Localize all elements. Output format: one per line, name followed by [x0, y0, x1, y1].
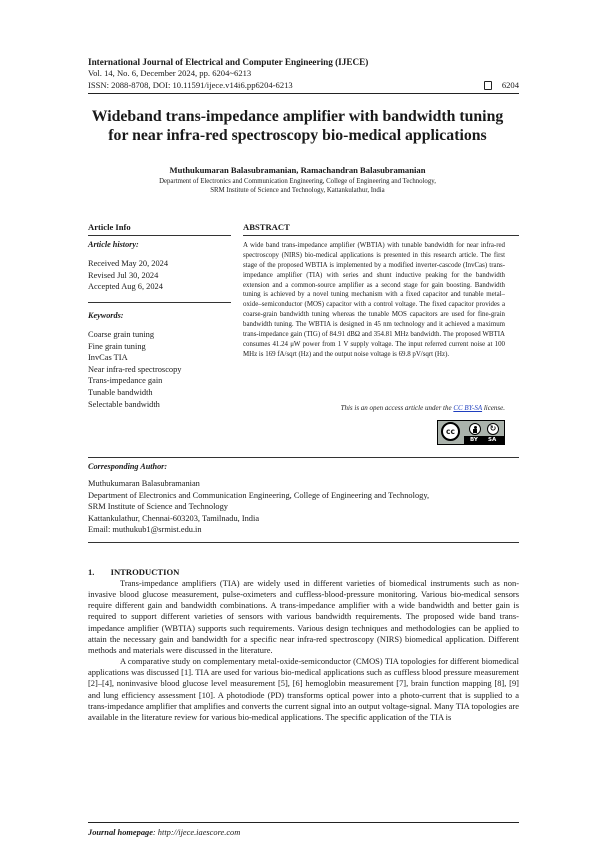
history-received: Received May 20, 2024 [88, 259, 169, 268]
introduction-body [88, 578, 519, 723]
badge-strip [464, 436, 504, 444]
license-link[interactable]: CC BY-SA [453, 404, 483, 412]
article-info-rule [88, 235, 231, 236]
article-history-label: Article history: [88, 240, 139, 249]
corresponding-address: Kattankulathur, Chennai-603203, Tamilnadu, India [88, 513, 260, 523]
corresponding-details [88, 478, 518, 536]
keywords-list [88, 329, 181, 410]
keywords-rule [88, 302, 231, 303]
keyword-item: Trans-impedance gain [88, 376, 163, 386]
corresponding-dept: Department of Electronics and Communication Engineering, College of Engineering and Technology, [88, 490, 430, 500]
homepage-label: Journal homepage [88, 828, 153, 837]
keyword-item: Fine grain tuning [88, 341, 146, 351]
section-heading [88, 567, 179, 577]
page-number: 6204 [501, 80, 519, 90]
keyword-item: Near infra-red spectroscopy [88, 364, 182, 374]
abstract-rule [243, 235, 519, 236]
affiliation-line-2: SRM Institute of Science and Technology, Kattankulathur, India [210, 187, 385, 195]
attribution-icon [469, 423, 481, 435]
corresponding-label: Corresponding Author: [88, 462, 168, 471]
open-access-note [243, 404, 505, 412]
badge-by-label: BY [470, 437, 478, 443]
section-number: 1. [88, 567, 95, 577]
open-access-prefix: This is an open access article under the [340, 404, 454, 412]
journal-homepage [88, 828, 240, 837]
title-line-2: for near infra-red spectroscopy bio-medical applications [108, 127, 487, 144]
authors: Muthukumaran Balasubramanian, Ramachandran Balasubramanian [169, 165, 426, 175]
keyword-item: Tunable bandwidth [88, 387, 153, 397]
share-alike-icon: ↻ [487, 423, 499, 435]
keyword-item: InvCas TIA [88, 353, 128, 363]
article-history [88, 258, 168, 293]
section-title: INTRODUCTION [110, 567, 180, 577]
history-revised: Revised Jul 30, 2024 [88, 270, 159, 280]
cc-by-sa-badge[interactable] [437, 420, 505, 445]
open-access-suffix: license. [482, 404, 505, 412]
affiliation-line-1: Department of Electronics and Communication Engineering, College of Engineering and Technology, [159, 178, 436, 185]
abstract-heading: ABSTRACT [243, 222, 290, 232]
paper-title [60, 107, 535, 145]
cc-logo-icon: cc [441, 422, 460, 441]
paragraph: Trans-impedance amplifiers (TIA) are widely used in different varieties of biomedical instruments such as non-invasive blood glucose measurement, pulse-oximeters and cuffless-blood-pressure monitoring. Various bio-medical sensors require different gain and bandwidth combinations. A trans-impedance amplifier with a wide bandwidth and better gain is required to support different varieties of sensors with various bandwidth requirements. The proposed wide band trans-impedance amplifier (WBTIA) supports such requirements. Various design techniques and methodologies can be applied to attain the necessary gain and bandwidth for a specific near infra-red spectroscopy (NIRS) biomedical application. Different methods and materials were discussed in the literature. [88, 578, 519, 655]
title-line-1: Wideband trans-impedance amplifier with bandwidth tuning [91, 108, 504, 125]
footer-rule [88, 822, 519, 823]
homepage-url[interactable]: : http://ijece.iaescore.com [152, 828, 241, 837]
keyword-item: Selectable bandwidth [88, 399, 160, 409]
abstract-text: A wide band trans-impedance amplifier (WBTIA) with tunable bandwidth for near infra-red spectroscopy (NIRS) bio-medical applications is presented in this research article. The first stage of the proposed WBTIA is implemented by a modified inverter-cascode (InvCas) trans-impedance amplifier (TIA) with series and shunt inductive peaking for the bandwidth extension and a common-source amplifier as a second stage for gain boosting. Bandwidth tuning is achieved by a novel tuning mechanism with a fixed capacitor and tunable metal–oxide–semiconductor (MOS) capacitor with a control voltage. The fixed capacitor provides a coarse-grain bandwidth tuning whereas the tunable MOS capacitors are used for fine-grain bandwidth tuning. The WBTIA is designed in 45 nm technology and it achieved a maximum trans-impedance gain (TIG) of 84.91 dBΩ and 354.81 MHz bandwidth. The proposed WBTIA consumes 41.24 μW power from 1 V supply voltage. The input referred current noise at 100 MHz is 169 fA/sqrt (Hz) and the output noise voltage is 69.8 pV/sqrt (Hz). [243, 242, 505, 358]
article-info-heading: Article Info [88, 222, 131, 232]
issn-doi: ISSN: 2088-8708, DOI: 10.11591/ijece.v14i6.pp6204-6213 [88, 80, 293, 90]
affiliation [60, 177, 535, 195]
keywords-label: Keywords: [88, 311, 124, 320]
history-accepted: Accepted Aug 6, 2024 [88, 282, 163, 292]
journal-name: International Journal of Electrical and Computer Engineering (IJECE) [88, 57, 369, 67]
volume-info: Vol. 14, No. 6, December 2024, pp. 6204~6213 [88, 68, 252, 78]
info-bottom-rule [88, 457, 519, 458]
paragraph: A comparative study on complementary metal-oxide-semiconductor (CMOS) TIA topologies for different biomedical applications was discussed [1]. TIA are used for various bio-medical applications such as cuffless blood pressure measurement [2]–[4], noninvasive blood glucose level measurement [5], [6] hemoglobin measurement [7], brain function mapping [8], [9] and lung efficiency assessment [10]. A photodiode (PD) transforms optical power into a photo-current that is supplied to a trans-impedance amplifier that amplifies and converts the current signal into an output voltage-signal. Many TIA topologies are available in the literature review for various bio-medical applications. The specific application of the TIA is [88, 656, 519, 722]
corresponding-bottom-rule [88, 542, 519, 543]
corresponding-name: Muthukumaran Balasubramanian [88, 479, 200, 488]
keyword-item: Coarse grain tuning [88, 330, 155, 339]
badge-sa-label: SA [488, 437, 497, 443]
header-rule [88, 93, 519, 94]
corresponding-institute: SRM Institute of Science and Technology [88, 502, 228, 511]
corresponding-email[interactable]: Email: muthukub1@srmist.edu.in [88, 525, 202, 534]
